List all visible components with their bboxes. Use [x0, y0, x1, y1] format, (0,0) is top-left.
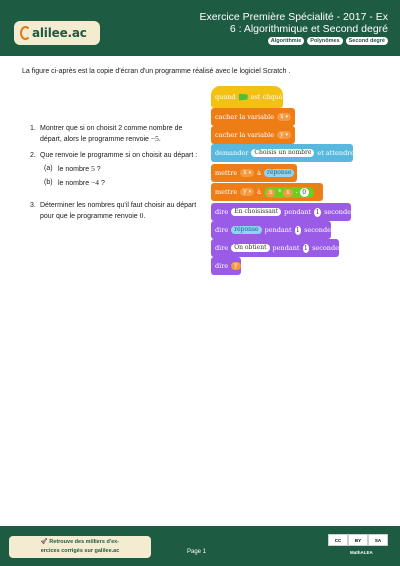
variable-reporter-x: x [283, 189, 292, 197]
sub-text-part: le nombre [58, 180, 92, 187]
seconds-input[interactable]: 1 [295, 226, 300, 234]
question-text-part: Déterminer les nombres qu'il faut choisir au départ pour que le programme renvoie [40, 202, 197, 220]
set-y-block[interactable] [211, 183, 323, 201]
title-line-1: Exercice Première Spécialité - 2017 - Ex [199, 11, 388, 23]
promo-banner[interactable] [9, 536, 151, 558]
ask-prompt-input[interactable]: Choisis un nombre [251, 149, 314, 157]
title-line-2: 6 : Algorithmique et Second degré [229, 23, 388, 35]
sub-text-part: le nombre [58, 166, 92, 173]
say-text-input[interactable]: On obtient [231, 244, 269, 252]
question-list [30, 124, 206, 228]
block-word: mettre [215, 169, 238, 177]
question-number: 3. [30, 202, 36, 209]
sub-label: (b) [44, 179, 53, 186]
block-word: seconde [312, 244, 339, 252]
promo-line-2: ercices corrigés sur galilee.ac [40, 548, 120, 554]
question-number: 1. [30, 125, 36, 132]
math-value: 0 [139, 211, 144, 220]
sub-question-list [40, 164, 197, 189]
math-value: 5 [91, 164, 95, 173]
question-2 [30, 151, 206, 195]
tag-polynomes[interactable]: Polynômes [307, 37, 342, 45]
dropdown-arrow-icon: ▾ [285, 132, 288, 138]
ask-and-wait-block[interactable] [211, 144, 353, 162]
variable-name: x [280, 113, 284, 120]
punctuation: ? [94, 166, 101, 173]
block-word: quand [215, 93, 236, 101]
sub-text [58, 178, 105, 189]
hide-variable-x-block[interactable] [211, 108, 295, 126]
say-block[interactable] [211, 257, 241, 275]
hide-variable-y-block[interactable] [211, 126, 295, 144]
variable-dropdown[interactable] [240, 188, 254, 196]
block-word: pendant [272, 244, 300, 252]
block-word: et attendre [317, 149, 355, 157]
question-body [40, 151, 197, 195]
say-text-input[interactable]: En choisissant [231, 208, 281, 216]
seconds-input[interactable]: 1 [303, 244, 308, 252]
seconds-input[interactable]: 1 [315, 208, 320, 216]
dropdown-arrow-icon: ▾ [248, 170, 252, 176]
answer-reporter[interactable]: réponse [264, 169, 294, 177]
green-flag-icon [239, 94, 248, 101]
variable-name: y [280, 131, 284, 138]
creative-commons-icon[interactable] [328, 534, 388, 546]
intro-text: La figure ci-après est la copie d'écran d'un programme réalisé avec le logiciel Scratch . [22, 68, 291, 75]
block-word: seconde [324, 208, 351, 216]
question-3 [30, 201, 206, 222]
variable-name: x [243, 169, 247, 176]
say-for-secs-block[interactable] [211, 239, 339, 257]
variable-reporter-y[interactable]: y [231, 262, 240, 270]
question-text-part: Montrer que si on choisit 2 comme nombre de départ, alors le programme renvoie [40, 125, 183, 143]
block-word: mettre [215, 188, 238, 196]
block-word: dire [215, 208, 229, 216]
block-word: dire [215, 226, 229, 234]
operator-expression[interactable] [264, 187, 314, 198]
block-word: est cliqué [250, 93, 283, 101]
block-word: dire [215, 244, 229, 252]
variable-reporter-x: x [266, 189, 275, 197]
variable-dropdown[interactable] [277, 131, 291, 139]
set-x-block[interactable] [211, 164, 297, 182]
exercise-title [200, 11, 389, 35]
page-number: Page 1 [187, 549, 207, 555]
sub-text [58, 164, 101, 175]
tag-second-degre[interactable]: Second degré [346, 37, 388, 45]
math-value: −4 [91, 178, 100, 187]
scratch-program [211, 86, 353, 276]
sub-question-b [44, 178, 197, 189]
galilee-logo[interactable] [14, 21, 100, 45]
sub-question-a [44, 164, 197, 175]
tag-algorithmie[interactable]: Algorithmie [268, 37, 305, 45]
operator-symbol: - [295, 188, 298, 196]
question-text [40, 124, 206, 145]
promo-line-1: 🚀 Retrouve des milliers d'ex- [40, 539, 120, 545]
operator-symbol: * [278, 188, 282, 196]
dropdown-arrow-icon: ▾ [285, 114, 288, 120]
block-word: demander [215, 149, 249, 157]
variable-name: y [243, 188, 247, 195]
cc-sa-label: SA [368, 534, 388, 546]
block-word: cacher la variable [215, 113, 275, 121]
block-word: pendant [284, 208, 312, 216]
question-text: Que renvoie le programme si on choisit au départ : [40, 152, 198, 159]
cc-by-label: BY [348, 534, 368, 546]
question-number: 2. [30, 152, 36, 159]
block-word: à [257, 188, 261, 196]
say-for-secs-block[interactable] [211, 221, 331, 239]
variable-dropdown[interactable] [240, 169, 254, 177]
block-word: à [257, 169, 261, 177]
question-text [40, 201, 206, 222]
sub-label: (a) [44, 165, 53, 172]
question-1 [30, 124, 206, 145]
mathalea-credit: MathALEA [350, 550, 373, 555]
block-word: dire [215, 262, 229, 270]
punctuation: . [143, 213, 146, 220]
tag-list [268, 37, 388, 45]
block-word: seconde [304, 226, 331, 234]
number-input[interactable]: 0 [300, 188, 309, 197]
math-value: −5 [150, 134, 159, 143]
block-word: cacher la variable [215, 131, 275, 139]
dropdown-arrow-icon: ▾ [248, 189, 252, 195]
cc-label: CC [328, 534, 348, 546]
punctuation: . [158, 136, 161, 143]
answer-reporter[interactable]: réponse [231, 226, 261, 234]
galilee-g-icon [20, 26, 31, 40]
block-word: pendant [264, 226, 292, 234]
logo-text: alilee.ac [32, 26, 87, 40]
when-flag-clicked-block[interactable] [211, 86, 283, 108]
variable-dropdown[interactable] [277, 113, 291, 121]
punctuation: ? [99, 180, 105, 187]
say-for-secs-block[interactable] [211, 203, 351, 221]
